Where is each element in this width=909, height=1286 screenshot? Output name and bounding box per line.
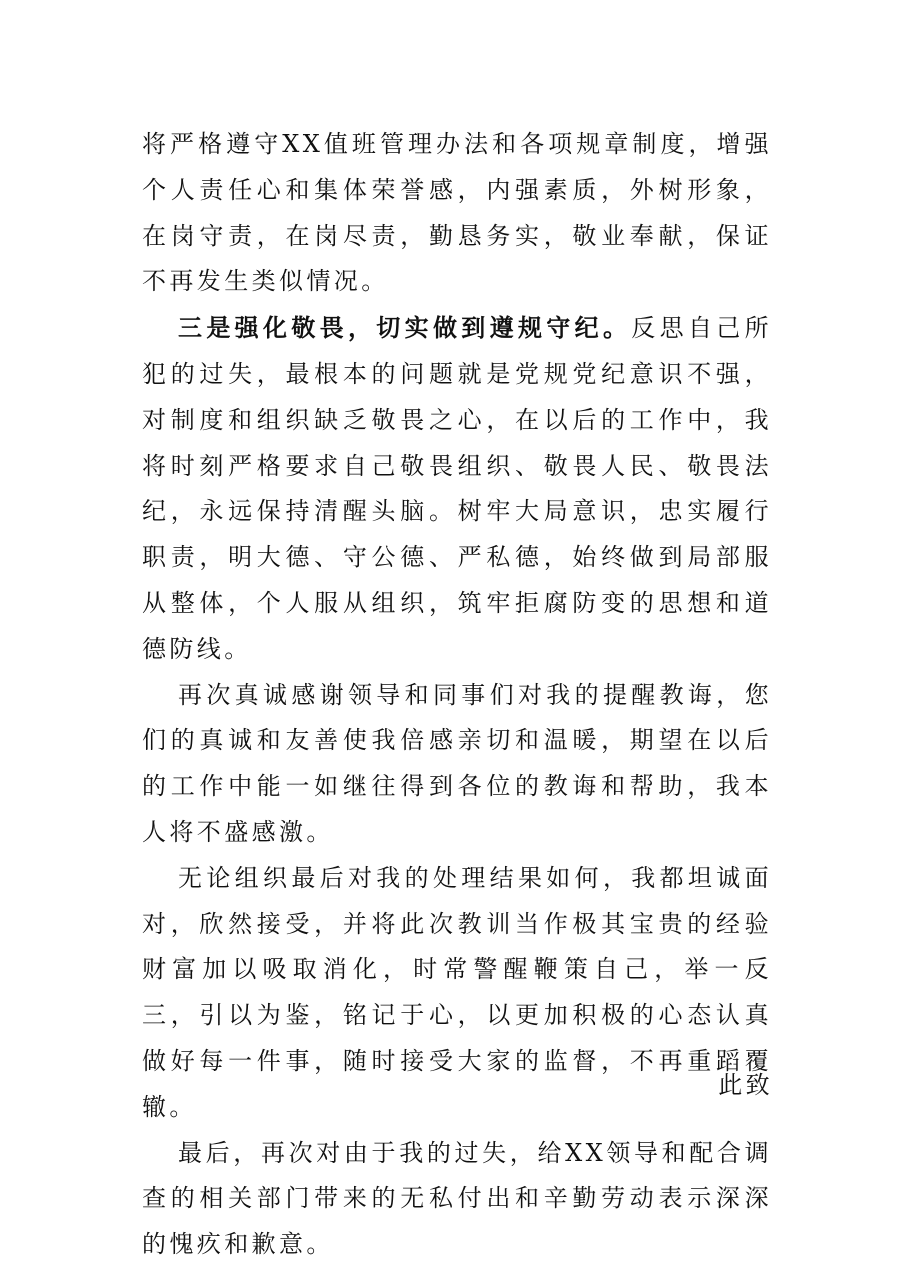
paragraph-apology (142, 1131, 772, 1268)
paragraph-reverence (142, 305, 772, 672)
paragraph-text: 反思自己所犯的过失，最根本的问题就是党规党纪意识不强，对制度和组织缺乏敬畏之心，在以后的工作中，我将时刻严格要求自己敬畏组织、敬畏人民、敬畏法纪，永远保持清醒头脑。树牢大局意识，忠实履行职责，明大德、守公德、严私德，始终做到局部服从整体，个人服从组织，筑牢拒腐防变的思想和道德防线。 (142, 314, 772, 663)
paragraph-acceptance (142, 856, 772, 1131)
closing-salutation: 此致 (718, 1071, 773, 1099)
paragraph-heading: 三是强化敬畏，切实做到遵规守纪。 (178, 313, 632, 343)
paragraph-continuation (142, 122, 772, 305)
document-body (142, 122, 772, 1268)
paragraph-thanks (142, 673, 772, 856)
paragraph-text: 最后，再次对由于我的过失，给XX领导和配合调查的相关部门带来的无私付出和辛勤劳动表示深深的愧疚和歉意。 (142, 1138, 772, 1259)
paragraph-text: 再次真诚感谢领导和同事们对我的提醒教诲，您们的真诚和友善使我倍感亲切和温暖，期望在以后的工作中能一如继往得到各位的教诲和帮助，我本人将不盛感激。 (142, 680, 772, 846)
paragraph-text: 将严格遵守XX值班管理办法和各项规章制度，增强个人责任心和集体荣誉感，内强素质，外树形象，在岗守责，在岗尽责，勤恳务实，敬业奉献，保证不再发生类似情况。 (142, 130, 772, 296)
paragraph-text: 无论组织最后对我的处理结果如何，我都坦诚面对，欣然接受，并将此次教训当作极其宝贵的经验财富加以吸取消化，时常警醒鞭策自己，举一反三，引以为鉴，铭记于心，以更加积极的心态认真做好每一件事，随时接受大家的监督，不再重蹈覆辙。 (142, 863, 772, 1121)
